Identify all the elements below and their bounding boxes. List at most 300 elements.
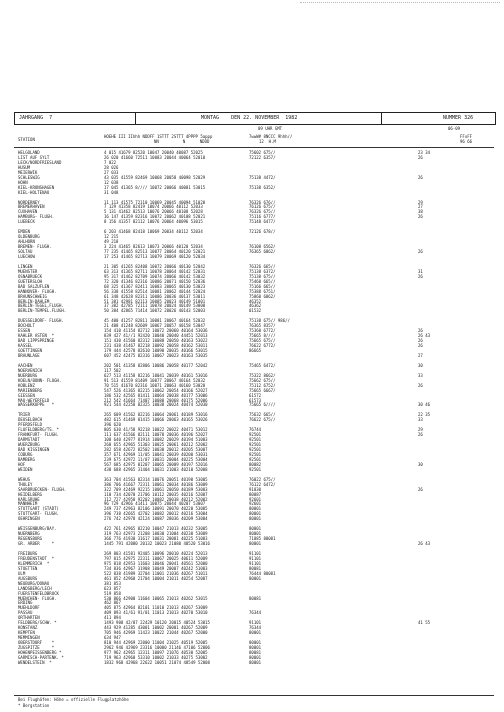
synop-codes: 975 818 42953 11603 10046 20041 40561 52000	[104, 560, 208, 566]
station-name: ULM	[18, 570, 26, 576]
synop-codes: 839 427 41//1 92420 10040 20040 44451 52013	[104, 333, 208, 339]
metar-codes: 80001	[249, 506, 262, 512]
synop-codes: 810 944 42969 22000 11004 21025 40519 52005	[104, 640, 208, 646]
synop-codes: 438 688 42965 31404 10031 21003 40210 52008	[104, 466, 208, 472]
synop-codes: 28 026	[104, 164, 119, 170]
metar-codes: 80001	[249, 654, 262, 660]
station-name: WEIDEN	[18, 466, 33, 472]
station-name: HAMBURG- FLUGH.	[18, 214, 55, 220]
station-name: SAARBRUECKEN- FLUGH.	[18, 486, 67, 492]
station-name: KAHLER ASTEN *	[18, 333, 55, 339]
synop-codes: 111 637 41566 82111 10078 20036 40196 52027	[104, 432, 208, 438]
metar-codes: 72122 6357/	[249, 154, 276, 160]
synop-codes: 37 382 42785 72111 10078 20024 40149 53000	[104, 303, 206, 309]
metar-codes: 76444 80001	[249, 570, 276, 576]
station-name: HUSUM	[18, 164, 31, 170]
synop-codes: 462 867	[104, 600, 121, 606]
station-name: NUERNBERG	[18, 531, 40, 537]
synop-codes: 56 338 41558 82514 10081 20062 40144 52024	[104, 288, 206, 294]
station-name: KONSTANZ	[18, 625, 38, 631]
station-name: LUECHOW	[18, 253, 35, 259]
synop-codes: 530 866 42900 11604 10065 21013 40262 53015	[104, 595, 208, 601]
wind-column-header: FFxFF	[460, 134, 473, 139]
synop-codes: 108 640 42977 81914 10082 20029 40194 51003	[104, 437, 208, 443]
time-range: 06-09	[448, 126, 461, 131]
wind-gusts: 26	[418, 328, 423, 334]
synop-codes: 282 658 42672 82502 10030 20012 40205 53007	[104, 447, 208, 452]
synop-codes: 202 501 41358 82806 10086 20058 40177 52042	[104, 362, 208, 368]
footer-legend: * Bergstation	[18, 703, 50, 708]
synop-codes: 231 438 41467 82218 10092 20058 40162 53011	[104, 343, 208, 349]
metar-codes: 80087	[249, 491, 262, 497]
synop-codes: 1445 791 42080 20132 10023 21080 40520 53016	[104, 541, 210, 547]
station-name: MANNHEIM	[18, 501, 38, 507]
station-name: KOELN/BONN- FLUGH.	[18, 377, 62, 383]
station-name: BAMBERG	[18, 456, 35, 462]
station-name: FUERSTENFELDBRUCK	[18, 590, 59, 596]
station-name: HOF	[18, 461, 26, 467]
metar-codes: 76326 665//	[249, 263, 276, 269]
scan-artifact	[300, 2, 500, 7]
synop-codes: 212 542 41664 71407 10080 20068 40175 52006	[104, 397, 208, 403]
header-divider	[135, 113, 136, 124]
metar-codes: 61573	[249, 397, 262, 403]
station-column-header: STATION	[18, 137, 35, 142]
station-name: BRAUNLAGE	[18, 352, 40, 358]
synop-codes: 381 853	[104, 580, 121, 586]
synop-codes: 627 513 41158 82216 10041 20039 40161 53016	[104, 372, 208, 378]
station-name: BERLIN-TEGEL,FLUGH.	[18, 303, 64, 309]
station-name: EMDEN	[18, 229, 31, 235]
wind-gusts: 41 55	[418, 620, 431, 626]
synop-codes: 91 513 41559 81409 10077 20067 40164 52032	[104, 377, 206, 383]
station-name: MEMMINGEN	[18, 635, 40, 641]
station-name: BERLIN-TEMPEL.FLUGH.	[18, 308, 67, 314]
metar-codes: 92501	[249, 437, 262, 443]
synop-codes: 21 305 41265 82408 10072 20066 40130 52042	[104, 263, 206, 269]
synop-codes: 405 875 42964 82101 11010 21013 40267 53009	[104, 605, 208, 611]
station-name: WUERZBURG	[18, 442, 40, 448]
synop-codes: 51 381 42981 82113 10085 20023 40149 51001	[104, 298, 206, 304]
station-name: GARMISCH-PARTENK. *	[18, 654, 64, 660]
metar-codes: 75465 6472/	[249, 362, 276, 368]
synop-codes: 322 709 42469 92215 10061 20050 40189 53003	[104, 486, 208, 492]
station-name: GIESSEN	[18, 392, 35, 398]
wind-gusts: 26	[418, 273, 423, 279]
station-name: STUTTGART (STADT)	[18, 506, 59, 512]
synop-codes: 16 147 41359 82316 10072 20062 40108 52021	[104, 214, 206, 220]
synop-codes: 411 894	[104, 615, 121, 621]
report-number: NUMMER 326	[443, 115, 474, 121]
station-name: ORTHARTEN	[18, 615, 40, 621]
station-name: SCHLESWIG	[18, 174, 40, 180]
metar-codes: 75602 675//	[249, 150, 276, 155]
metar-codes: 75662 675//	[249, 377, 276, 383]
synop-codes: 26 020 41660 72511 10083 20044 40064 52010	[104, 154, 206, 160]
station-name: AUGSBURG	[18, 575, 38, 581]
synop-codes: 276 742 42978 42124 10087 28036 40209 53004	[104, 516, 208, 522]
metar-codes: 80001	[249, 640, 262, 646]
station-name: KEMPTEN	[18, 630, 35, 636]
station-name: HANNOVER- FLUGH.	[18, 288, 57, 294]
metar-codes: 76126 675//	[249, 204, 276, 210]
metar-codes: 75665 8////	[249, 333, 276, 339]
station-name: FELDBERG/SCHW. *	[18, 620, 57, 626]
station-name: ZUGSPITZE *	[18, 645, 55, 650]
synop-codes: 11 113 41575 72110 10069 20045 40094 51020	[104, 199, 206, 205]
station-name: STOETTEN	[18, 565, 38, 571]
wind-gusts: 26	[418, 214, 423, 220]
station-name: HOHN	[18, 179, 28, 185]
station-name: BREMERHAVEN	[18, 204, 45, 210]
wind-gusts: 26	[418, 154, 423, 160]
station-name: BRAUNSCHWEIG	[18, 293, 47, 299]
synop-codes: 2962 946 42969 23316 10000 21146 47106 52006	[104, 645, 210, 650]
synop-codes: 49 218	[104, 239, 119, 245]
station-name: LANDSBERG/LECH	[18, 585, 52, 591]
synop-codes: 72 320 41346 82316 10086 20071 40150 52036	[104, 278, 206, 284]
metar-codes: 75138 6352/	[249, 184, 276, 190]
synop-codes: 519 858	[104, 590, 121, 596]
station-name: WENDELSTEIN *	[18, 659, 52, 665]
station-name: LECK/NORDFRIESLAND	[18, 159, 62, 165]
station-name: PFERDSFELD	[18, 422, 43, 428]
header-divider	[381, 113, 382, 124]
station-name: DEUSELBACH	[18, 417, 43, 423]
metar-codes: 46362	[249, 303, 262, 309]
station-name: WASSERKUPPE *	[18, 402, 55, 408]
station-name: GUETERSLOH	[18, 278, 43, 284]
station-name: HOHENPEISSENBERG *	[18, 649, 62, 655]
synop-codes: 21 408 41248 82609 10067 20057 40158 53047	[104, 323, 206, 329]
observation-time: 09 UHR GMT	[258, 126, 283, 131]
synop-codes: 366 776 41930 31617 10031 20081 40225 51003	[104, 536, 208, 542]
synop-codes: 269 803 41581 92405 10096 20010 40224 52013	[104, 550, 208, 556]
metar-codes: 80001	[249, 511, 262, 517]
wind-gusts: 33	[418, 417, 423, 423]
wind-gusts: 26	[418, 432, 423, 438]
metar-codes: 91101	[249, 555, 262, 561]
metar-codes: 75860 6862/	[249, 293, 276, 299]
metar-codes: 75360 6772/	[249, 328, 276, 334]
synop-codes: 977 962 42965 12311 10097 21076 40530 52005	[104, 649, 208, 655]
wind-gusts: 30	[418, 362, 423, 368]
synop-codes: 396 620	[104, 422, 121, 428]
metar-codes: 91830	[249, 486, 262, 492]
synop-codes: 1493 908 42/07 22429 10120 20015 40524 53015	[104, 620, 210, 626]
wind-gusts: 26	[418, 343, 423, 349]
metar-codes: 92501	[249, 447, 262, 452]
station-name: MAU-WEYERFELD	[18, 397, 50, 403]
wind-gusts: 29	[418, 199, 423, 205]
metar-codes: 61572	[249, 392, 262, 398]
metar-codes: 76622 6772/	[249, 343, 276, 349]
synop-codes: 409 893 41/61 91/01 11013 21013 40270 53010	[104, 610, 208, 616]
synop-codes: 63 313 41365 82711 10078 20064 40142 52031	[104, 268, 206, 274]
metar-codes: 92501	[249, 456, 262, 462]
station-name: OLDENBURG	[18, 234, 40, 240]
synop-codes: 357 671 42969 11/05 10041 20039 40200 53031	[104, 451, 208, 457]
synop-codes: 27 033	[104, 169, 119, 175]
station-name: MARIENBERG	[18, 387, 43, 393]
station-name: BOCHOLT	[18, 323, 35, 329]
metar-codes: 80001	[249, 526, 262, 532]
synop-codes: 43 035 41559 82469 10068 20058 40098 52029	[104, 174, 206, 180]
synop-codes: 4 015 41679 82520 10047 20040 40087 52025	[104, 150, 203, 155]
station-name: GR. ARBER *	[18, 541, 55, 547]
wind-gusts: 26	[418, 338, 423, 344]
synop-codes: 268 655 42965 51303 10025 20061 40212 52002	[104, 442, 208, 448]
synop-codes: 68 325 41367 82411 10083 20065 40130 53023	[104, 283, 206, 289]
metar-codes: 92601	[249, 496, 262, 502]
station-name: BREMEN- FLUGH.	[18, 244, 52, 250]
synop-codes: 154 410 41154 82712 10072 20060 40164 53036	[104, 328, 208, 334]
station-name: BAD SALZUFLEN	[18, 283, 50, 289]
station-name: WEHUS	[18, 476, 31, 482]
station-name: FLUFELDBERG/TS. *	[18, 427, 59, 433]
metar-codes: 75166 665//	[249, 283, 276, 289]
station-name: MEIERWIK	[18, 169, 38, 175]
synop-codes: 719 963 42960 53310 10002 21033 40275 53002	[104, 654, 208, 660]
wind-column-subheader: 96 66	[460, 139, 473, 144]
station-name: DARMSTADT	[18, 437, 40, 443]
synop-codes: 12 215	[104, 234, 119, 240]
synop-codes: 607 452 42475 82316 10067 20023 40163 53035	[104, 352, 208, 358]
metar-codes: 86665	[249, 348, 262, 353]
synop-codes: 77 235 41465 82513 10077 20064 40120 52021	[104, 249, 206, 254]
metar-codes: 92501	[249, 451, 262, 457]
synop-codes: 249 737 42963 82106 10091 20070 40220 53005	[104, 506, 208, 512]
metar-codes: 75116 6777/	[249, 214, 276, 220]
wind-gusts: 26	[418, 382, 423, 388]
synop-codes: 186 532 42565 81411 10064 20038 40177 53006	[104, 392, 208, 398]
synop-codes: 319 763 42973 21208 10030 21004 40230 53009	[104, 531, 208, 537]
wind-gusts: 26	[418, 174, 423, 180]
synop-codes: 239 675 42972 11/07 10031 20004 40225 53004	[104, 456, 208, 462]
metar-codes: 80001	[249, 645, 262, 650]
station-name: AHLHORN	[18, 239, 35, 245]
station-name: WEISSENBURG/BAY.	[18, 526, 57, 532]
station-name: BAD LIPPSPRINGE	[18, 338, 55, 344]
synop-codes: 7 022	[104, 159, 117, 165]
synop-codes: 805 630 41/58 92218 10022 20022 40471 53012	[104, 427, 208, 433]
metar-codes: 76344	[249, 625, 262, 631]
station-name: OEHRINGEN	[18, 516, 40, 522]
footer-note: Bei Flughäfen: Höhe = offizielle Flugplatzhöhe	[18, 697, 129, 702]
wind-gusts: 27	[418, 352, 423, 358]
wind-gusts: 31	[418, 268, 423, 274]
wind-gusts: 29	[418, 427, 423, 433]
synop-codes: 45 400 41257 82811 10081 20067 40164 52032	[104, 318, 206, 324]
report-header	[14, 112, 496, 125]
station-name: CUXHAVEN	[18, 209, 38, 215]
metar-codes: 71885 80001	[249, 536, 276, 542]
synop-codes: 151 430 41560 82312 10088 20050 40163 53022	[104, 338, 208, 344]
station-name: SOLTAU	[18, 249, 33, 254]
synop-codes: 110 734 42070 21706 10112 20035 40216 52007	[104, 491, 208, 497]
metar-codes: 76326 676//	[249, 199, 276, 205]
station-name: COBURG	[18, 451, 33, 457]
synop-codes: 95 317 41462 82709 10074 20066 40142 53032	[104, 273, 206, 279]
station-name: ERDING	[18, 600, 33, 606]
station-name: MUENSTER	[18, 268, 38, 274]
station-name: DUESSELDORF- FLUGH.	[18, 318, 64, 324]
metar-codes: 76744	[249, 427, 262, 433]
station-name: KARLSRUHE	[18, 496, 40, 502]
station-name: NORDERNEY	[18, 199, 40, 205]
synop-codes: 117 502	[104, 367, 121, 373]
metar-codes: 76344	[249, 610, 262, 616]
station-name: OBERSTDORF *	[18, 640, 55, 646]
footer-rule	[14, 695, 494, 696]
synop-codes: 31 048	[104, 189, 119, 195]
synop-codes: 797 815 42975 22311 10067 20025 40611 52009	[104, 555, 208, 561]
wind-gusts: 26	[418, 486, 423, 492]
station-name: PASSAU	[18, 610, 33, 616]
metar-codes: 75388 6751/	[249, 288, 276, 294]
station-name: NOERVENICH	[18, 367, 43, 373]
synop-codes: 61 348 42628 82311 10086 20036 40137 53011	[104, 293, 206, 299]
station-name: MUEHLDORF	[18, 605, 40, 611]
metar-codes: 80001	[249, 516, 262, 522]
station-name: REGENSBURG	[18, 536, 43, 542]
synop-codes: 396 738 42665 42702 10082 20012 40216 53004	[104, 511, 208, 517]
metar-codes: 76365 8357/	[249, 323, 276, 329]
station-name: LINGEN	[18, 263, 33, 269]
metar-codes: 75112 6752/	[249, 382, 276, 388]
synop-codes: 634 947	[104, 635, 121, 641]
wind-gusts: 33	[418, 372, 423, 378]
codes-column-subheader: NN N NDDD	[154, 139, 210, 144]
station-name: NUERBURG	[18, 372, 38, 378]
metar-codes: 76022 675//	[249, 476, 276, 482]
report-date: MONTAG DEN 22. NOVEMBER 1982	[201, 115, 298, 121]
metar-codes: 46352	[249, 298, 262, 304]
synop-codes: 3 224 41465 82613 10073 20066 40120 52034	[104, 244, 203, 250]
station-name: MUENCHEN- FLUGH.	[18, 595, 57, 601]
synop-codes: 422 761 42965 82210 10047 21013 40232 53005	[104, 526, 208, 532]
metar-codes: 75138 6372/	[249, 268, 276, 274]
synop-codes: 705 946 42969 11423 10022 21044 40267 52000	[104, 630, 208, 636]
station-name: THOLEY	[18, 481, 33, 487]
station-name: KOBLENZ	[18, 382, 35, 388]
synop-codes: 6 203 41468 82418 10069 20034 40112 52034	[104, 229, 203, 235]
wind-gusts: 27	[418, 204, 423, 210]
metar-codes: 75632 665//	[249, 412, 276, 418]
station-name: KIEL-HOLTENAU	[18, 189, 50, 195]
synop-codes: 921 544 42258 82325 10038 20024 40474 52030	[104, 402, 208, 408]
synop-codes: 482 615 41469 81415 10066 20063 40165 53026	[104, 417, 208, 423]
metar-codes: 75138 675// 986//	[249, 318, 290, 324]
synop-codes: 17 253 41465 82713 10079 20069 40120 52034	[104, 253, 206, 259]
station-name: ESSEN	[18, 328, 31, 334]
station-name: HEIDELBERG	[18, 491, 43, 497]
synop-codes: 363 704 41563 82314 10076 20051 40190 53005	[104, 476, 208, 482]
header-rule	[14, 147, 494, 148]
metar-codes: 75138 4472/	[249, 174, 276, 180]
codes-column-header: HOEHE III IIhhh NDDFF 1STTT 2STTT 4PPPP 5appp	[104, 134, 213, 139]
metar-codes: 75665 6667/	[249, 387, 276, 393]
wind-gusts: 38	[418, 209, 423, 215]
wind-gusts: 22 35	[418, 412, 431, 418]
metar-codes: 80081	[249, 649, 262, 655]
synop-codes: 70 515 41670 82316 10071 20063 40160 53028	[104, 382, 206, 388]
metar-codes: 91101	[249, 620, 262, 626]
station-name: LIST AUF SYLT	[18, 154, 50, 160]
metar-column-header: 7wwW# 8NCCC 9hhh//	[249, 134, 293, 139]
synop-codes: 112 727 42958 92202 10082 20038 40212 52002	[104, 496, 208, 502]
synop-codes: 522 838 41989 32704 11001 21036 40267 51011	[104, 570, 208, 576]
metar-codes: 75665 6////	[249, 402, 276, 408]
station-name: NEUBURG/DONAU	[18, 580, 50, 586]
synop-codes: 547 526 41365 82215 10062 20054 40166 52027	[104, 387, 208, 393]
wind-gusts: 26 43	[418, 541, 431, 547]
synop-codes: 96 729 42966 41411 10075 20044 40207 53007	[104, 501, 206, 507]
synop-codes: 8 156 41357 82112 10076 20064 40096 53015	[104, 219, 203, 225]
metar-codes: 75460 665//	[249, 278, 276, 284]
metar-codes: 91101	[249, 550, 262, 556]
metar-codes: 76326 675//	[249, 209, 276, 215]
metar-codes: 76122 6472/	[249, 481, 276, 487]
metar-codes: 92601	[249, 501, 262, 507]
station-name: GOETTINGEN	[18, 348, 43, 353]
station-name: LUEBECK	[18, 219, 35, 225]
station-name: HELGOLAND	[18, 150, 40, 155]
wind-gusts: 23 34	[418, 150, 431, 155]
synop-codes: 17 045 41365 8//// 10072 20066 40081 53015	[104, 184, 206, 190]
metar-codes: 76365 6862/	[249, 249, 276, 254]
synop-codes: 567 685 42975 01207 10065 20009 40197 52016	[104, 461, 208, 467]
synop-codes: 12 038	[104, 179, 119, 185]
metar-codes: 72126 678//	[249, 229, 276, 235]
metar-codes: 76622 675//	[249, 417, 276, 423]
metar-codes: 91101	[249, 560, 262, 566]
station-name: AACHEN	[18, 362, 33, 368]
metar-codes: 92501	[249, 442, 262, 448]
column-headers	[14, 134, 494, 146]
synop-codes: 461 852 42960 21704 10004 21011 40254 52007	[104, 575, 208, 581]
metar-codes: 75665 675//	[249, 338, 276, 344]
station-name: TRIER	[18, 412, 31, 418]
wind-gusts: 26	[418, 249, 423, 254]
metar-codes: 76108 6562/	[249, 244, 276, 250]
metar-column-subheader: 12 H.M	[259, 139, 276, 144]
synop-codes: 443 929 41285 43001 10002 20001 40267 52009	[104, 625, 208, 631]
synop-codes: 7 129 41358 82419 10074 20066 40112 52033	[104, 204, 203, 210]
metar-codes: 80081	[249, 565, 262, 571]
station-name: KIEL-KRONSHAGEN	[18, 184, 55, 190]
wind-gusts: 26 43	[418, 333, 431, 339]
metar-codes: 80001	[249, 531, 262, 537]
metar-codes: 75148 6477/	[249, 219, 276, 225]
station-name: KLEMMERICH *	[18, 560, 50, 566]
metar-codes: 92501	[249, 432, 262, 438]
station-name: BAD KISSINGEN	[18, 447, 50, 452]
metar-codes: 80001	[249, 659, 262, 665]
wind-gusts: 30	[418, 461, 423, 467]
metar-codes: 80082	[249, 461, 262, 467]
synop-codes: 623 857	[104, 585, 121, 591]
station-name: KASSEL	[18, 343, 33, 349]
jahrgang-label: JAHRGANG 7	[19, 115, 53, 121]
wind-gusts: 30 46	[418, 402, 431, 408]
metar-codes: 75322 8662/	[249, 372, 276, 378]
synop-codes: 1832 968 42968 22622 10051 21074 48549 52008	[104, 659, 210, 665]
metar-codes: 75138 675//	[249, 273, 276, 279]
station-name: FRANKFURT- FLUGH.	[18, 432, 59, 438]
station-name: OSNABRUECK	[18, 273, 43, 279]
metar-codes: 80001	[249, 541, 262, 547]
